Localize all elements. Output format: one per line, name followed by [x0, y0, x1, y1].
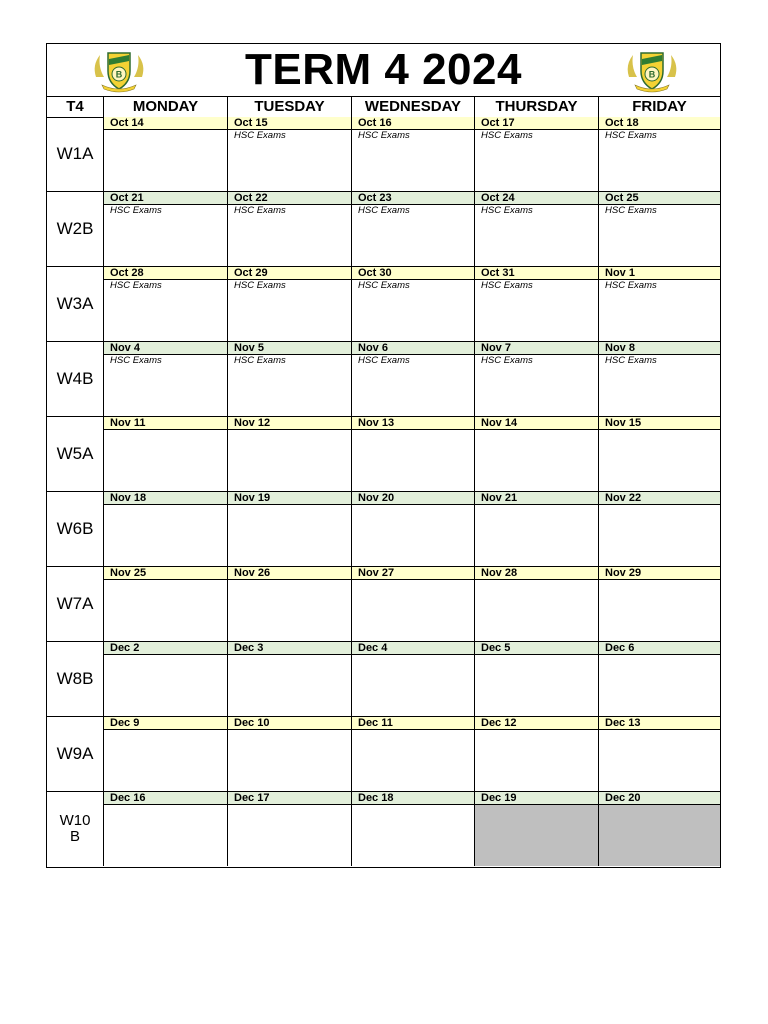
date-label: Nov 6 [352, 342, 474, 355]
event-note [475, 730, 598, 791]
event-note [352, 505, 474, 566]
day-cell [598, 717, 720, 791]
date-label: Dec 12 [475, 717, 598, 730]
week-label: W8B [56, 669, 94, 688]
page-title: TERM 4 2024 [245, 45, 522, 94]
date-label: Nov 13 [352, 417, 474, 430]
event-note [475, 505, 598, 566]
day-header: FRIDAY [598, 96, 720, 117]
event-note: HSC Exams [234, 205, 286, 216]
date-label: Nov 29 [599, 567, 720, 580]
event-note: HSC Exams [481, 205, 533, 216]
date-label: Dec 4 [352, 642, 474, 655]
day-cell [474, 342, 598, 416]
week-row [47, 792, 720, 867]
date-label: Dec 16 [104, 792, 227, 805]
event-note: HSC Exams [358, 280, 410, 291]
day-cell [598, 642, 720, 716]
week-row [47, 417, 720, 492]
event-note [599, 430, 720, 491]
day-cell [351, 117, 474, 191]
date-label: Dec 18 [352, 792, 474, 805]
week-label: W1A [56, 144, 94, 163]
date-label: Nov 20 [352, 492, 474, 505]
day-cell [598, 792, 720, 866]
day-cell [103, 792, 227, 866]
day-header: WEDNESDAY [351, 96, 474, 117]
week-label: W5A [56, 444, 94, 463]
date-label: Dec 13 [599, 717, 720, 730]
day-cell [103, 642, 227, 716]
day-cell [351, 567, 474, 641]
event-note [599, 730, 720, 791]
event-note [352, 580, 474, 641]
day-cell [103, 417, 227, 491]
week-row [47, 267, 720, 342]
school-crest-icon [623, 47, 681, 93]
event-note [104, 505, 227, 566]
day-cell [598, 192, 720, 266]
date-label: Oct 29 [228, 267, 351, 280]
event-note [475, 580, 598, 641]
event-note [228, 580, 351, 641]
date-label: Oct 30 [352, 267, 474, 280]
day-cell [227, 792, 351, 866]
date-label: Dec 10 [228, 717, 351, 730]
event-note: HSC Exams [234, 355, 286, 366]
date-label: Oct 24 [475, 192, 598, 205]
event-note [228, 505, 351, 566]
event-note: HSC Exams [605, 280, 657, 291]
day-cell [598, 417, 720, 491]
week-label: W3A [56, 294, 94, 313]
date-label: Nov 26 [228, 567, 351, 580]
no-school-cell [599, 805, 720, 866]
date-label: Oct 18 [599, 117, 720, 130]
event-note [599, 505, 720, 566]
event-note: HSC Exams [605, 130, 657, 141]
week-label: W10 B [59, 812, 91, 845]
day-cell [474, 267, 598, 341]
date-label: Nov 8 [599, 342, 720, 355]
day-cell [351, 642, 474, 716]
term-calendar [46, 43, 721, 868]
date-label: Oct 25 [599, 192, 720, 205]
date-label: Oct 14 [104, 117, 227, 130]
event-note: HSC Exams [234, 280, 286, 291]
svg-text:B: B [115, 69, 123, 80]
date-label: Oct 17 [475, 117, 598, 130]
event-note [104, 655, 227, 716]
week-row [47, 717, 720, 792]
header-corner-label: T4 [66, 98, 84, 115]
day-cell [227, 492, 351, 566]
day-cell [227, 642, 351, 716]
date-label: Nov 28 [475, 567, 598, 580]
event-note: HSC Exams [358, 205, 410, 216]
event-note [104, 580, 227, 641]
event-note [228, 430, 351, 491]
event-note [352, 730, 474, 791]
week-row [47, 117, 720, 192]
day-cell [598, 267, 720, 341]
date-label: Oct 15 [228, 117, 351, 130]
date-label: Dec 17 [228, 792, 351, 805]
day-cell [227, 117, 351, 191]
event-note: HSC Exams [358, 355, 410, 366]
event-note [599, 580, 720, 641]
event-note [352, 805, 474, 866]
date-label: Oct 16 [352, 117, 474, 130]
date-label: Dec 6 [599, 642, 720, 655]
day-cell [103, 192, 227, 266]
week-label: W2B [56, 219, 94, 238]
week-row [47, 342, 720, 417]
day-cell [227, 717, 351, 791]
day-cell [474, 192, 598, 266]
date-label: Nov 19 [228, 492, 351, 505]
day-header: TUESDAY [227, 96, 351, 117]
date-label: Nov 18 [104, 492, 227, 505]
day-header: THURSDAY [474, 96, 598, 117]
date-label: Dec 3 [228, 642, 351, 655]
event-note [228, 655, 351, 716]
event-note: HSC Exams [358, 130, 410, 141]
day-cell [598, 117, 720, 191]
event-note [228, 805, 351, 866]
day-cell [474, 792, 598, 866]
day-cell [103, 717, 227, 791]
day-cell [351, 417, 474, 491]
date-label: Nov 14 [475, 417, 598, 430]
date-label: Nov 21 [475, 492, 598, 505]
week-row [47, 192, 720, 267]
event-note: HSC Exams [481, 280, 533, 291]
day-cell [474, 717, 598, 791]
week-row [47, 492, 720, 567]
event-note [475, 430, 598, 491]
date-label: Nov 1 [599, 267, 720, 280]
date-label: Nov 12 [228, 417, 351, 430]
day-header-row [47, 96, 720, 118]
date-label: Nov 22 [599, 492, 720, 505]
date-label: Nov 27 [352, 567, 474, 580]
day-cell [351, 492, 474, 566]
week-label: W7A [56, 594, 94, 613]
week-row [47, 642, 720, 717]
event-note [352, 430, 474, 491]
event-note [352, 655, 474, 716]
week-label: W6B [56, 519, 94, 538]
date-label: Nov 5 [228, 342, 351, 355]
day-cell [227, 417, 351, 491]
day-cell [103, 492, 227, 566]
date-label: Oct 23 [352, 192, 474, 205]
no-school-cell [475, 805, 598, 866]
day-cell [351, 717, 474, 791]
title-row [47, 44, 720, 97]
event-note [599, 655, 720, 716]
event-note: HSC Exams [110, 355, 162, 366]
date-label: Oct 21 [104, 192, 227, 205]
event-note: HSC Exams [481, 355, 533, 366]
event-note: HSC Exams [110, 205, 162, 216]
day-cell [227, 567, 351, 641]
day-cell [474, 417, 598, 491]
day-cell [351, 342, 474, 416]
event-note [104, 730, 227, 791]
date-label: Oct 31 [475, 267, 598, 280]
day-cell [351, 192, 474, 266]
day-cell [474, 117, 598, 191]
date-label: Oct 22 [228, 192, 351, 205]
event-note [104, 430, 227, 491]
event-note [228, 730, 351, 791]
event-note [104, 805, 227, 866]
day-cell [103, 342, 227, 416]
day-cell [598, 567, 720, 641]
week-row [47, 567, 720, 642]
date-label: Nov 11 [104, 417, 227, 430]
day-cell [103, 117, 227, 191]
day-cell [351, 267, 474, 341]
event-note: HSC Exams [605, 355, 657, 366]
day-cell [598, 342, 720, 416]
event-note: HSC Exams [234, 130, 286, 141]
date-label: Dec 9 [104, 717, 227, 730]
event-note: HSC Exams [110, 280, 162, 291]
date-label: Dec 11 [352, 717, 474, 730]
day-cell [103, 267, 227, 341]
day-cell [351, 792, 474, 866]
week-label: W4B [56, 369, 94, 388]
svg-text:B: B [648, 69, 656, 80]
day-header: MONDAY [103, 96, 227, 117]
event-note [475, 655, 598, 716]
date-label: Nov 25 [104, 567, 227, 580]
date-label: Dec 20 [599, 792, 720, 805]
day-cell [227, 192, 351, 266]
event-note: HSC Exams [605, 205, 657, 216]
date-label: Dec 19 [475, 792, 598, 805]
date-label: Nov 4 [104, 342, 227, 355]
day-cell [103, 567, 227, 641]
day-cell [474, 492, 598, 566]
event-note: HSC Exams [481, 130, 533, 141]
event-note [104, 130, 227, 191]
date-label: Dec 2 [104, 642, 227, 655]
date-label: Nov 15 [599, 417, 720, 430]
week-label: W9A [56, 744, 94, 763]
date-label: Nov 7 [475, 342, 598, 355]
day-cell [474, 642, 598, 716]
day-cell [227, 342, 351, 416]
day-cell [474, 567, 598, 641]
day-cell [227, 267, 351, 341]
date-label: Oct 28 [104, 267, 227, 280]
day-cell [598, 492, 720, 566]
date-label: Dec 5 [475, 642, 598, 655]
